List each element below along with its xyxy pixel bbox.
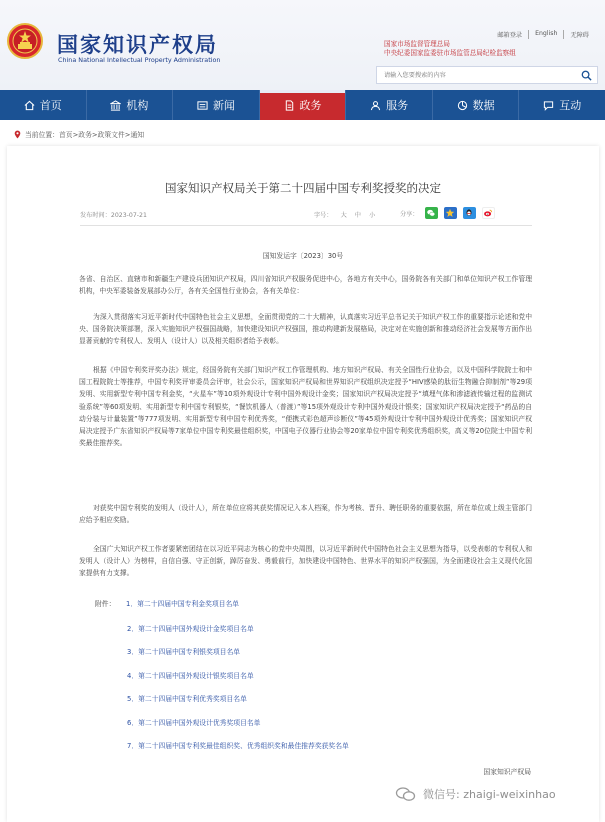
- document-number: 国知发运字〔2023〕30号: [262, 252, 344, 260]
- nav-label: 政务: [299, 99, 322, 112]
- font-size-small[interactable]: 小: [368, 212, 376, 219]
- paragraph-purpose: 为深入贯彻落实习近平新时代中国特色社会主义思想，全面贯彻党的二十大精神，认真落实习近平总书记关于知识产权工作的重要指示论述和党中央、国务院决策部署，深入实施知识产权强国战略，加快建设知识产权强国，推动构建新发展格局，决定对在实施创新和推动经济社会发展等方面作出显著贡献的专利权人、发明人（设计人）以及相关组织者给予表彰。: [79, 313, 532, 346]
- notice-line-2[interactable]: 中央纪委国家监委驻市场监管总局纪检监察组: [384, 49, 516, 57]
- nav-label: 服务: [386, 99, 409, 112]
- breadcrumb: [14, 129, 144, 139]
- search-box: [376, 66, 598, 84]
- attachments-label: 附件：: [95, 600, 116, 608]
- attachment-link[interactable]: 6．第二十四届中国外观设计优秀奖项目名单: [127, 719, 261, 727]
- nav-item-institution[interactable]: [87, 90, 174, 120]
- qq-icon[interactable]: [463, 207, 476, 219]
- notice-line-1[interactable]: 国家市场监督管理总局: [384, 40, 450, 48]
- publish-time: 发布时间：2023-07-21: [80, 212, 147, 219]
- top-link-english[interactable]: English: [528, 30, 563, 39]
- font-size-large[interactable]: 大: [340, 212, 347, 219]
- search-input[interactable]: [384, 69, 569, 81]
- watermark-text: 微信号: zhaigi-weixinhao: [423, 788, 556, 801]
- font-size-label: 字号：: [314, 212, 333, 219]
- paragraph-call: 全国广大知识产权工作者要紧密团结在以习近平同志为核心的党中央周围，以习近平新时代中国特色社会主义思想为指导，以受表彰的专利权人和发明人（设计人）为榜样，自信自强、守正创新，踔厉奋发、勇毅前行，加快建设中国特色、世界水平的知识产权强国，为全面建设社会主义现代化国家提供有力支撑。: [79, 545, 532, 578]
- news-icon: [197, 100, 208, 111]
- nav-label: 互动: [559, 99, 582, 112]
- nav-item-government[interactable]: [260, 90, 347, 120]
- home-icon: [24, 100, 35, 111]
- font-size-control: [314, 210, 375, 219]
- weibo-icon[interactable]: [482, 207, 495, 219]
- wechat-watermark: [395, 786, 556, 802]
- chat-icon: [543, 100, 554, 111]
- wechat-icon[interactable]: [425, 207, 438, 219]
- share-label: 分享：: [400, 210, 419, 218]
- nav-item-data[interactable]: [433, 90, 520, 120]
- nav-label: 新闻: [212, 99, 235, 112]
- site-logo-title[interactable]: 国家知识产权局: [57, 32, 218, 57]
- nav-label: 数据: [472, 99, 495, 112]
- attachment-link[interactable]: 2．第二十四届中国外观设计金奖项目名单: [127, 625, 254, 633]
- attachment-link[interactable]: 5．第二十四届中国专利优秀奖项目名单: [127, 695, 247, 703]
- qzone-icon[interactable]: [444, 207, 457, 219]
- font-size-medium[interactable]: 中: [354, 212, 361, 219]
- nav-item-news[interactable]: [173, 90, 260, 120]
- attachment-link[interactable]: 7．第二十四届中国专利奖最佳组织奖、优秀组织奖和最佳推荐奖获奖名单: [127, 742, 349, 750]
- article-card: [7, 146, 599, 822]
- nav-label: 首页: [39, 99, 62, 112]
- header-notice[interactable]: [384, 40, 516, 58]
- search-icon[interactable]: [581, 70, 592, 81]
- attachment-link[interactable]: 3．第二十四届中国专利银奖项目名单: [127, 648, 241, 656]
- main-nav: [0, 90, 605, 120]
- breadcrumb-text[interactable]: 当前位置：首页>政务>政策文件>通知: [25, 131, 145, 139]
- location-pin-icon: [14, 130, 21, 139]
- attachment-link[interactable]: 4．第二十四届中国外观设计银奖项目名单: [127, 672, 254, 680]
- institution-icon: [110, 100, 121, 111]
- chart-icon: [457, 100, 468, 111]
- nav-item-home[interactable]: [0, 90, 87, 120]
- site-header: [0, 0, 605, 90]
- paragraph-decision: 根据《中国专利奖评奖办法》规定，经国务院有关部门知识产权工作管理机构、地方知识产权局、有关全国性行业协会，以及中国科学院院士和中国工程院院士等推荐，中国专利奖评审委员会评审，社会公示，国家知识产权局和世界知识产权组织决定授予“HIV感染的肽衍生物融合抑制剂”等29项发明、实用新型专利中国专利金奖，“火星车”等10项外观设计专利中国外观设计金奖；国家知识产权局决定授予“填埋气体和渗滤液传输过程的监测试验系统”等60项发明、实用新型专利中国专利银奖，“餐饮机器人（普渡）”等15项外观设计专利中国外观设计银奖；国家知识产权局决定授予“药品的自动分装与计量装置”等777项发明、实用新型专利中国专利优秀奖，“便携式彩色超声诊断仪”等45项外观设计专利中国外观设计优秀奖；国家知识产权局决定授予广东省知识产权局等7家单位中国专利奖最佳组织奖，中国电子仪器行业协会等20家单位中国专利奖优秀组织奖，高义等20位院士中国专利奖最佳推荐奖。: [79, 366, 532, 448]
- article-title: 国家知识产权局关于第二十四届中国专利奖授奖的决定: [165, 181, 441, 195]
- signer: 国家知识产权局: [483, 768, 531, 776]
- service-icon: [370, 100, 381, 111]
- nav-label: 机构: [126, 99, 149, 112]
- wechat-watermark-icon: [395, 786, 417, 802]
- share-bar: [400, 207, 495, 219]
- top-link-accessibility[interactable]: 无障碍: [563, 30, 595, 39]
- national-emblem-icon: [7, 23, 43, 59]
- nav-item-interact[interactable]: [519, 90, 605, 120]
- attachment-link[interactable]: 1．第二十四届中国专利金奖项目名单: [126, 600, 240, 608]
- title-divider: [80, 225, 532, 226]
- top-link-mail[interactable]: 邮箱登录: [497, 32, 523, 39]
- paragraph-addressees: 各省、自治区、直辖市和新疆生产建设兵团知识产权局，四川省知识产权服务促进中心，各地方有关中心，国务院各有关部门和单位知识产权工作管理机构，中央军委装备发展部办公厅，各有关全国性行业协会，各有关单位：: [79, 275, 532, 296]
- paragraph-rewards: 对获奖中国专利奖的发明人（设计人），所在单位应将其获奖情况记入本人档案，作为考核、晋升、聘任职务的重要依据，所在单位或上级主管部门应给予相应奖励。: [79, 504, 532, 525]
- nav-item-service[interactable]: [346, 90, 433, 120]
- top-links: [491, 30, 595, 39]
- site-logo-subtitle: China National Intellectual Property Administration: [58, 56, 221, 64]
- document-icon: [284, 100, 295, 111]
